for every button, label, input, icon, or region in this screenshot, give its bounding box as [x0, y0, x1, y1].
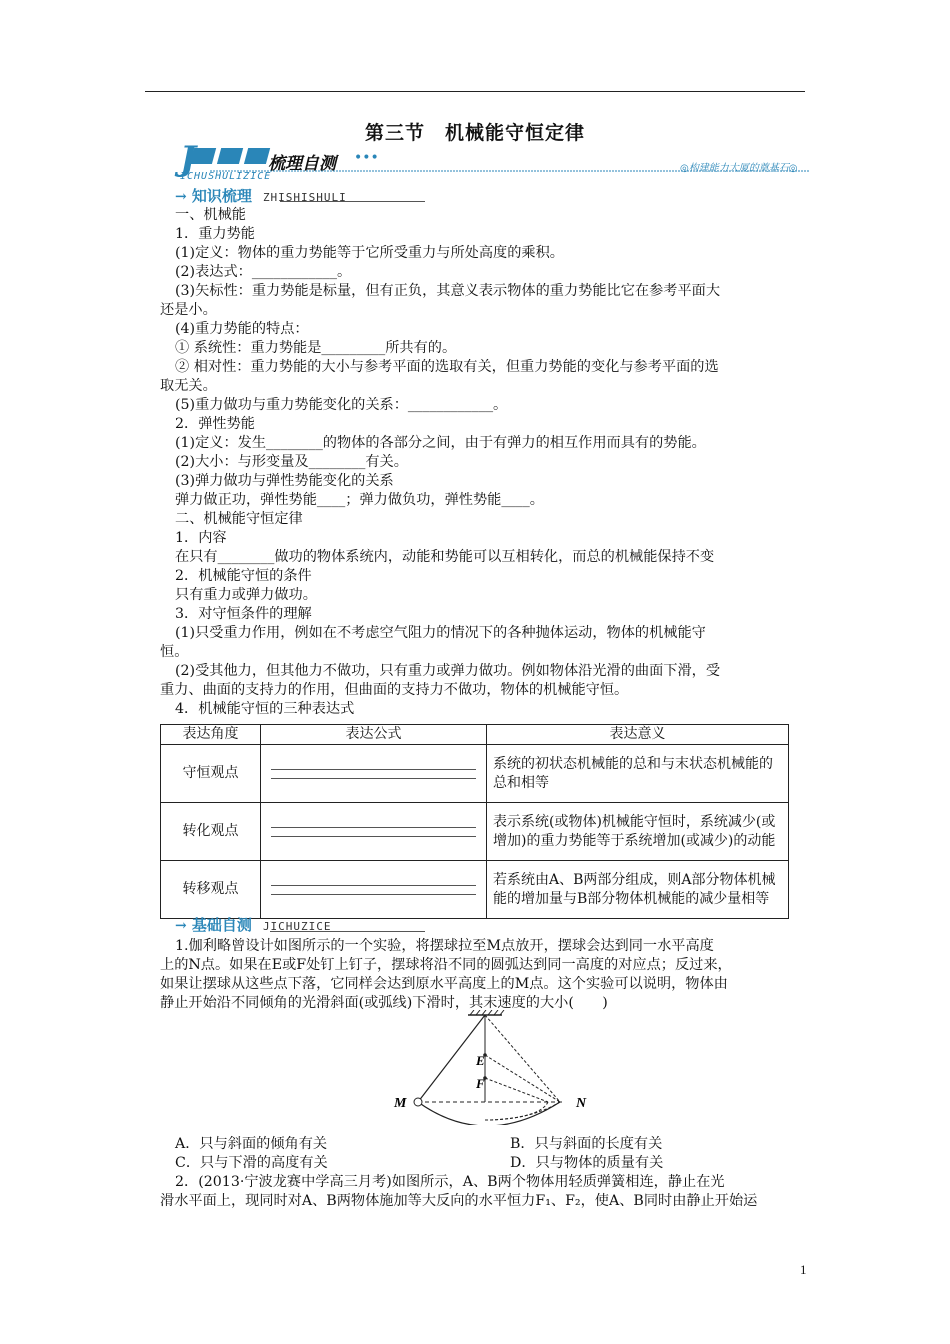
text-line: (3)矢标性：重力势能是标量，但有正负，其意义表示物体的重力势能比它在参考平面大 [175, 283, 721, 299]
table-cell-angle: 转移观点 [161, 861, 261, 919]
basics-tag: JICHUZICE [262, 920, 332, 933]
arrow-icon: → [175, 918, 187, 934]
text-line: 3．对守恒条件的理解 [175, 606, 312, 622]
header-rule [145, 91, 805, 92]
text-line: (2)大小：与形变量及________有关。 [175, 454, 408, 470]
text-line: (4)重力势能的特点： [175, 321, 309, 337]
text-line: ① 系统性：重力势能是_________所共有的。 [175, 340, 457, 356]
banner-dots: ••• [354, 150, 379, 166]
banner-slogan: ◎构建能力大厦的奠基石◎ [680, 163, 798, 174]
table-header-cell: 表达公式 [261, 725, 487, 745]
text-line: (1)只受重力作用，例如在不考虑空气阻力的情况下的各种抛体运动，物体的机械能守 [175, 625, 706, 641]
table-cell-formula [261, 861, 487, 919]
text-line: 一、机械能 [175, 207, 246, 223]
table-row [161, 861, 789, 919]
text-line: (2)表达式：____________。 [175, 264, 352, 280]
option-b: B．只与斜面的长度有关 [510, 1136, 663, 1152]
text-line: 滑水平面上，现同时对A、B两物体施加等大反向的水平恒力F₁、F₂，使A、B同时由静止开始运 [160, 1193, 758, 1209]
text-line: (5)重力做功与重力势能变化的关系：____________。 [175, 397, 508, 413]
basics-heading-rule [270, 931, 425, 932]
text-line: 2．机械能守恒的条件 [175, 568, 312, 584]
table-row [161, 745, 789, 803]
arrow-icon: → [175, 189, 187, 205]
label-M: M [394, 1096, 407, 1111]
label-F: F [476, 1076, 485, 1091]
banner-big-letter: J [180, 139, 197, 179]
text-line: 上的N点。如果在E或F处钉上钉子，摆球将沿不同的圆弧达到同一高度的对应点；反过来， [160, 957, 732, 973]
table-cell-meaning: 系统的初状态机械能的总和与末状态机械能的总和相等 [487, 745, 789, 803]
text-line: (2)受其他力，但其他力不做功，只有重力或弹力做功。例如物体沿光滑的曲面下滑，受 [175, 663, 721, 679]
text-line: 还是小。 [160, 302, 217, 318]
knowledge-heading-rule [280, 201, 425, 202]
table-header-row [161, 725, 789, 745]
knowledge-tag: ZHISHISHULI [262, 191, 347, 204]
text-line: 1.伽利略曾设计如图所示的一个实验，将摆球拉至M点放开，摆球会达到同一水平高度 [175, 938, 714, 954]
text-line: 重力、曲面的支持力的作用，但曲面的支持力不做功，物体的机械能守恒。 [160, 682, 629, 698]
label-N: N [576, 1096, 587, 1111]
table-header-cell: 表达意义 [487, 725, 789, 745]
basics-heading: 基础自测 [191, 916, 252, 934]
text-line: (1)定义：发生________的物体的各部分之间，由于有弹力的相互作用而具有的势能。 [175, 435, 706, 451]
text-line: 静止开始沿不同倾角的光滑斜面(或弧线)下滑时，其末速度的大小( ) [160, 995, 608, 1011]
option-d: D．只与物体的质量有关 [510, 1155, 664, 1171]
text-line: ② 相对性：重力势能的大小与参考平面的选取有关，但重力势能的变化与参考平面的选 [175, 359, 719, 375]
text-line: 取无关。 [160, 378, 217, 394]
table-header-cell: 表达角度 [161, 725, 261, 745]
table-cell-formula [261, 803, 487, 861]
table-cell-meaning: 表示系统(或物体)机械能守恒时，系统减少(或增加)的重力势能等于系统增加(或减少)的动能 [487, 803, 789, 861]
page-number: 1 [800, 1262, 807, 1277]
table-row [161, 803, 789, 861]
text-line: 在只有________做功的物体系统内，动能和势能可以互相转化，而总的机械能保持不变 [175, 549, 715, 565]
knowledge-heading-row [175, 185, 347, 206]
pendulum-figure [380, 1010, 610, 1125]
text-line: 如果让摆球从这些点下落，它同样会达到原水平高度上的M点。这个实验可以说明，物体由 [160, 976, 728, 992]
section-banner [170, 139, 810, 185]
option-c: C．只与下滑的高度有关 [175, 1155, 328, 1171]
text-line: 2．(2013·宁波龙赛中学高三月考)如图所示，A、B两个物体用轻质弹簧相连，静止在光 [175, 1174, 725, 1190]
text-line: 只有重力或弹力做功。 [175, 587, 317, 603]
expression-table [160, 724, 789, 919]
table-cell-formula [261, 745, 487, 803]
text-line: (1)定义：物体的重力势能等于它所受重力与所处高度的乘积。 [175, 245, 564, 261]
table-cell-angle: 守恒观点 [161, 745, 261, 803]
text-line: 弹力做正功，弹性势能____；弹力做负功，弹性势能____。 [175, 492, 544, 508]
label-E: E [476, 1053, 485, 1068]
table-cell-angle: 转化观点 [161, 803, 261, 861]
table-cell-meaning: 若系统由A、B两部分组成，则A部分物体机械能的增加量与B部分物体机械能的减少量相等 [487, 861, 789, 919]
page-title: 第三节 机械能守恒定律 [364, 122, 585, 144]
banner-section-label: 梳理自测 [268, 154, 336, 174]
text-line: 1．内容 [175, 530, 227, 546]
option-a: A．只与斜面的倾角有关 [175, 1136, 328, 1152]
text-line: 1．重力势能 [175, 226, 255, 242]
text-line: 二、机械能守恒定律 [175, 511, 303, 527]
knowledge-heading: 知识梳理 [191, 187, 252, 205]
text-line: (3)弹力做功与弹性势能变化的关系 [175, 473, 394, 489]
banner-pinyin: ICHUSHULIZICE [180, 171, 272, 182]
text-line: 4．机械能守恒的三种表达式 [175, 701, 355, 717]
text-line: 恒。 [160, 644, 189, 660]
text-line: 2．弹性势能 [175, 416, 255, 432]
